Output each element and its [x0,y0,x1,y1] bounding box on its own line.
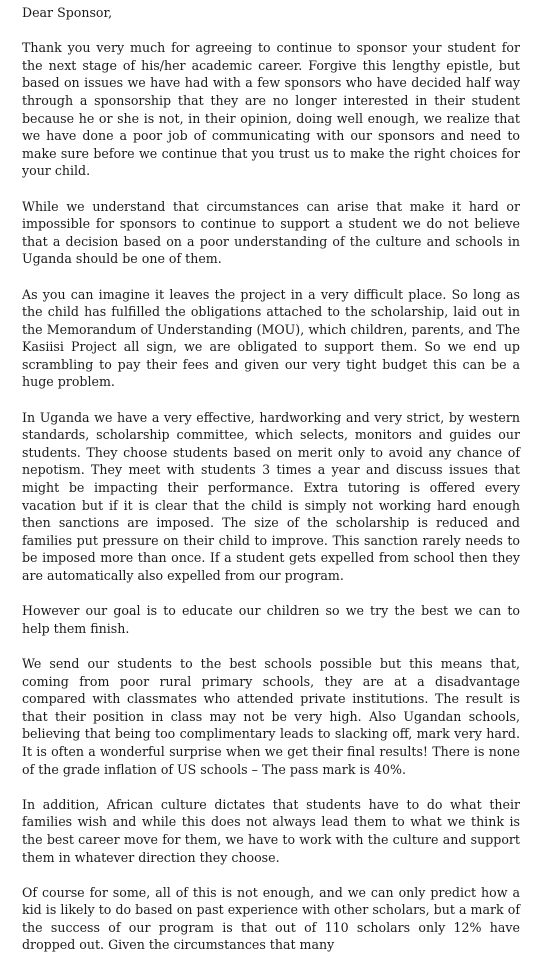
letter-paragraph-6: We send our students to the best schools possible but this means that, coming from poor rural primary schools, they are at a disadvantage compared with classmates who attended private institutions. The result is that their position in class may not be very high. Also Ugandan schools, believing that being too complimentary leads to slacking off, mark very hard. It is often a wonderful surprise when we get their final results! There is none of the grade inflation of US schools – The pass mark is 40%. [22,655,520,777]
letter-salutation: Dear Sponsor, [22,5,113,20]
letter-paragraph-4: In Uganda we have a very effective, hardworking and very strict, by western standards, scholarship committee, which selects, monitors and guides our students. They choose students based on merit only to avoid any chance of nepotism. They meet with students 3 times a year and discuss issues that might be impacting their performance. Extra tutoring is offered every vacation but if it is clear that the child is simply not working hard enough then sanctions are imposed. The size of the scholarship is reduced and families put pressure on their child to improve. This sanction rarely needs to be imposed more than once. If a student gets expelled from school then they are automatically also expelled from our program. [22,409,520,583]
letter-paragraph-2: While we understand that circumstances can arise that make it hard or impossible for sponsors to continue to support a student we do not believe that a decision based on a poor understanding of the culture and schools in Uganda should be one of them. [22,198,520,267]
letter-paragraph-1: Thank you very much for agreeing to continue to sponsor your student for the next stage of his/her academic career. Forgive this lengthy epistle, but based on issues we have had with a few sponsors who have decided half way through a sponsorship that they are no longer interested in their student because he or she is not, in their opinion, doing well enough, we realize that we have done a poor job of communicating with our sponsors and need to make sure before we continue that you trust us to make the right choices for your child. [22,40,520,179]
letter-paragraph-3: As you can imagine it leaves the project in a very difficult place. So long as the child has fulfilled the obligations attached to the scholarship, laid out in the Memorandum of Understanding (MOU), which children, parents, and The Kasiisi Project all sign, we are obligated to support them. So we end up scrambling to pay their fees and given our very tight budget this can be a huge problem. [22,286,520,390]
letter-paragraph-7: In addition, African culture dictates that students have to do what their families wish and while this does not always lead them to what we think is the best career move for them, we have to work with the culture and support them in whatever direction they choose. [22,796,520,865]
letter-paragraph-5: However our goal is to educate our children so we try the best we can to help them finish. [22,603,520,636]
letter-paragraph-8: Of course for some, all of this is not enough, and we can only predict how a kid is likely to do based on past experience with other scholars, but a mark of the success of our program is that out of 110 scholars only 12% have dropped out. Given the circumstances that many [22,884,520,953]
letter-page [22,4,520,954]
